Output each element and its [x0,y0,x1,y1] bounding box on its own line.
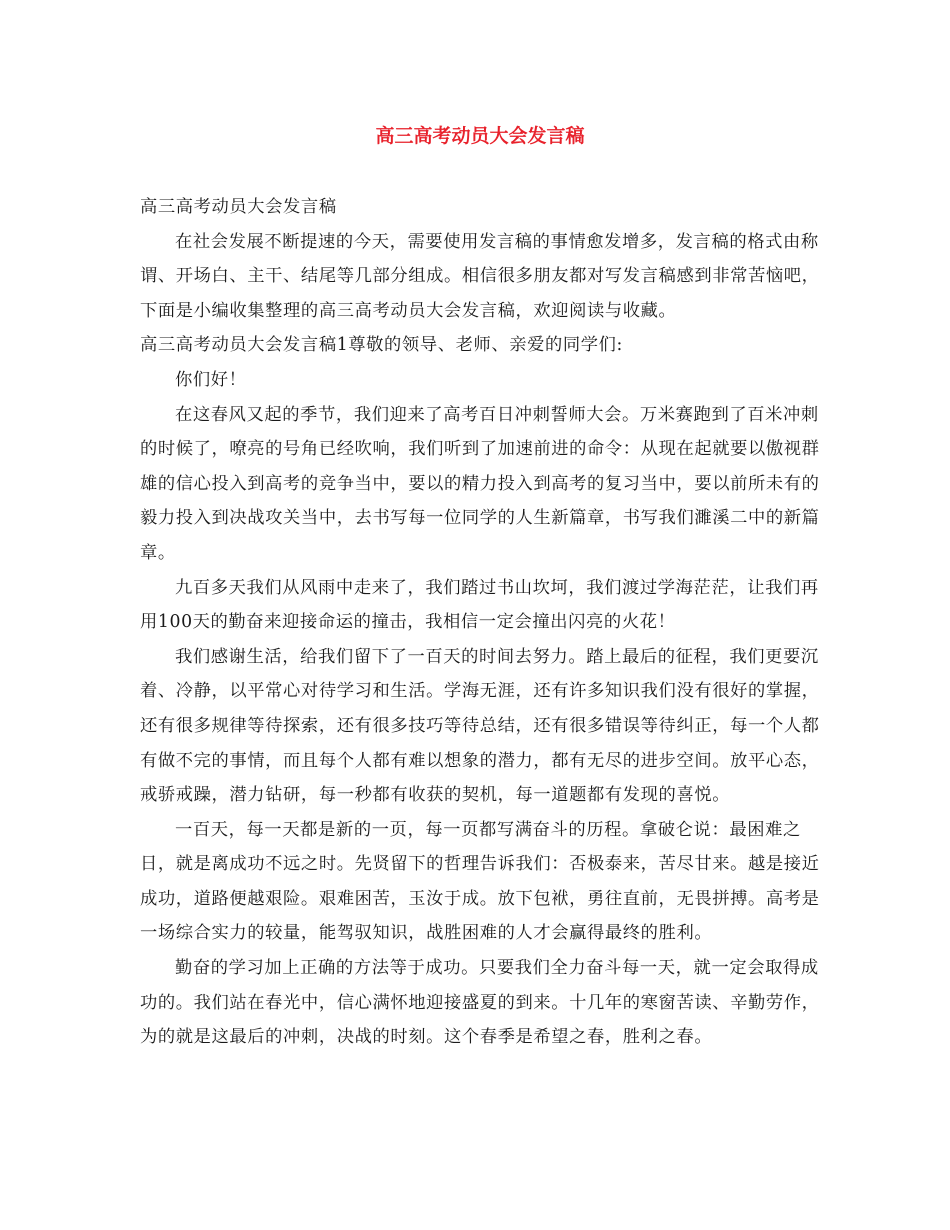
body-paragraph-6: 九百多天我们从风雨中走来了，我们踏过书山坎坷，我们渡过学海茫茫，让我们再用100天的勤奋来迎接命运的撞击，我相信一定会撞出闪亮的火花！ [140,577,819,633]
body-paragraph-5: 在这春风又起的季节，我们迎来了高考百日冲刺誓师大会。万米赛跑到了百米冲刺的时候了，嘹亮的号角已经吹响，我们听到了加速前进的命令：从现在起就要以傲视群雄的信心投入到高考的竞争当中，要以的精力投入到高考的复习当中，要以前所未有的毅力投入到决战攻关当中，去书写每一位同学的人生新篇章，书写我们濉溪二中的新篇章。 [140,404,820,563]
document-title: 高三高考动员大会发言稿 [375,125,585,147]
body-paragraph-1: 高三高考动员大会发言稿 [140,197,337,217]
body-paragraph-3: 高三高考动员大会发言稿1尊敬的领导、老师、亲爱的同学们: [140,335,623,356]
document-body [140,190,820,1055]
body-paragraph-2: 在社会发展不断提速的今天，需要使用发言稿的事情愈发增多，发言稿的格式由称谓、开场白、主干、结尾等几部分组成。相信很多朋友都对写发言稿感到非常苦恼吧，下面是小编收集整理的高三高考动员大会发言稿，欢迎阅读与收藏。 [140,231,820,321]
body-paragraph-9: 勤奋的学习加上正确的方法等于成功。只要我们全力奋斗每一天，就一定会取得成功的。我们站在春光中，信心满怀地迎接盛夏的到来。十几年的寒窗苦读、辛勤劳作，为的就是这最后的冲刺，决战的时刻。这个春季是希望之春，胜利之春。 [140,958,820,1048]
body-paragraph-8: 一百天，每一天都是新的一页，每一页都写满奋斗的历程。拿破仑说：最困难之日，就是离成功不远之时。先贤留下的哲理告诉我们：否极泰来，苦尽甘来。越是接近成功，道路便越艰险。艰难困苦，玉汝于成。放下包袱，勇往直前，无畏拼搏。高考是一场综合实力的较量，能驾驭知识，战胜困难的人才会赢得最终的胜利。 [140,819,820,944]
body-paragraph-4: 你们好！ [175,369,247,390]
body-paragraph-7: 我们感谢生活，给我们留下了一百天的时间去努力。踏上最后的征程，我们更要沉着、冷静，以平常心对待学习和生活。学海无涯，还有许多知识我们没有很好的掌握，还有很多规律等待探索，还有很多技巧等待总结，还有很多错误等待纠正，每一个人都有做不完的事情，而且每个人都有难以想象的潜力，都有无尽的进步空间。放平心态，戒骄戒躁，潜力钻研，每一秒都有收获的契机，每一道题都有发现的喜悦。 [140,646,820,806]
